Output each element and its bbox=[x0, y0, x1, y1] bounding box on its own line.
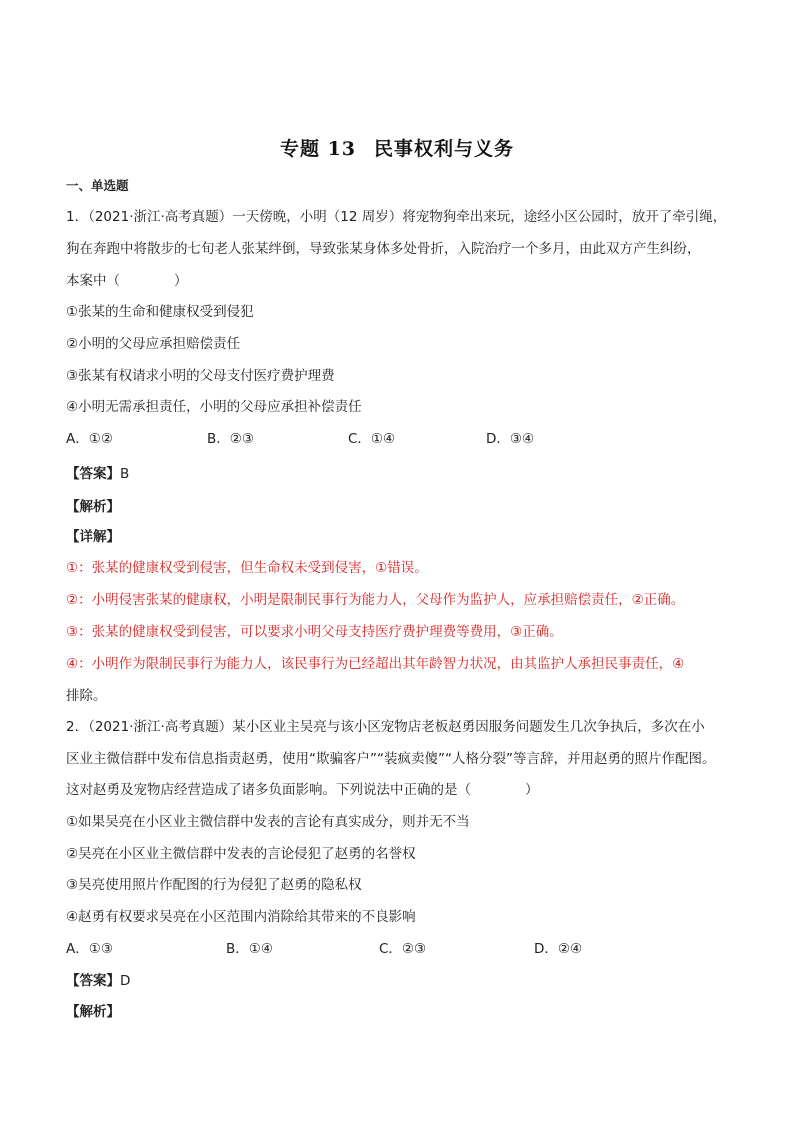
q1-statement: ②小明的父母应承担赔偿责任 bbox=[66, 336, 241, 352]
answer-label: 【答案】 bbox=[66, 973, 120, 989]
q2-statement: ②吴亮在小区业主微信群中发表的言论侵犯了赵勇的名誉权 bbox=[66, 846, 416, 862]
title-topic-number: 专题 13 bbox=[279, 138, 357, 160]
q1-option-c: C．①④ bbox=[348, 431, 396, 447]
q2-statement: ③吴亮使用照片作配图的行为侵犯了赵勇的隐私权 bbox=[66, 877, 362, 893]
q2-option-d: D．②④ bbox=[534, 941, 583, 957]
q1-detail-label: 【详解】 bbox=[66, 529, 120, 545]
q1-detail-line: ②：小明侵害张某的健康权，小明是限制民事行为能力人，父母作为监护人，应承担赔偿责任，②正确。 bbox=[66, 592, 685, 608]
q1-analysis-label: 【解析】 bbox=[66, 499, 120, 515]
answer-value: D bbox=[120, 973, 131, 989]
q1-statement: ③张某有权请求小明的父母支付医疗费护理费 bbox=[66, 368, 335, 384]
q1-option-a: A．①② bbox=[66, 431, 113, 447]
q1-stem-line: 1．（2021·浙江·高考真题）一天傍晚，小明（12 周岁）将宠物狗牵出来玩，途经小区公园时，放开了牵引绳， bbox=[66, 209, 727, 225]
q2-stem-line: 区业主微信群中发布信息指责赵勇，使用“欺骗客户”“装疯卖傻”“人格分裂”等言辞，并用赵勇的照片作配图。 bbox=[66, 751, 716, 767]
q1-statement: ①张某的生命和健康权受到侵犯 bbox=[66, 304, 254, 320]
q1-statement: ④小明无需承担责任，小明的父母应承担补偿责任 bbox=[66, 399, 362, 415]
answer-label: 【答案】 bbox=[66, 466, 120, 482]
q2-stem-line: 这对赵勇及宠物店经营造成了诸多负面影响。下列说法中正确的是（ ） bbox=[66, 782, 539, 798]
page-title bbox=[0, 134, 794, 161]
q1-detail-line: ④：小明作为限制民事行为能力人，该民事行为已经超出其年龄智力状况，由其监护人承担民事责任，④ bbox=[66, 656, 685, 672]
q1-option-d: D．③④ bbox=[486, 431, 535, 447]
title-topic-name: 民事权利与义务 bbox=[374, 138, 515, 160]
answer-value: B bbox=[120, 466, 130, 482]
q1-option-b: B．②③ bbox=[207, 431, 254, 447]
q1-answer bbox=[66, 464, 129, 484]
q2-answer bbox=[66, 971, 130, 991]
section-heading: 一、单选题 bbox=[66, 178, 129, 193]
q1-stem-line: 狗在奔跑中将散步的七旬老人张某绊倒，导致张某身体多处骨折，入院治疗一个多月，由此双方产生纠纷， bbox=[66, 241, 701, 257]
q2-statement: ①如果吴亮在小区业主微信群中发表的言论有真实成分，则并无不当 bbox=[66, 814, 470, 830]
q2-option-a: A．①③ bbox=[66, 941, 113, 957]
q1-detail-line: ①：张某的健康权受到侵害，但生命权未受到侵害，①错误。 bbox=[66, 560, 428, 576]
q2-option-b: B．①④ bbox=[226, 941, 273, 957]
q2-option-c: C．②③ bbox=[379, 941, 427, 957]
q1-stem-line: 本案中（ ） bbox=[66, 273, 188, 289]
q2-analysis-label: 【解析】 bbox=[66, 1004, 120, 1020]
q2-statement: ④赵勇有权要求吴亮在小区范围内消除给其带来的不良影响 bbox=[66, 909, 416, 925]
q1-detail-line: ③：张某的健康权受到侵害，可以要求小明父母支持医疗费护理费等费用，③正确。 bbox=[66, 624, 563, 640]
q1-detail-line: 排除。 bbox=[66, 688, 107, 704]
q2-stem-line: 2．（2021·浙江·高考真题）某小区业主吴亮与该小区宠物店老板赵勇因服务问题发生几次争执后，多次在小 bbox=[66, 719, 705, 735]
